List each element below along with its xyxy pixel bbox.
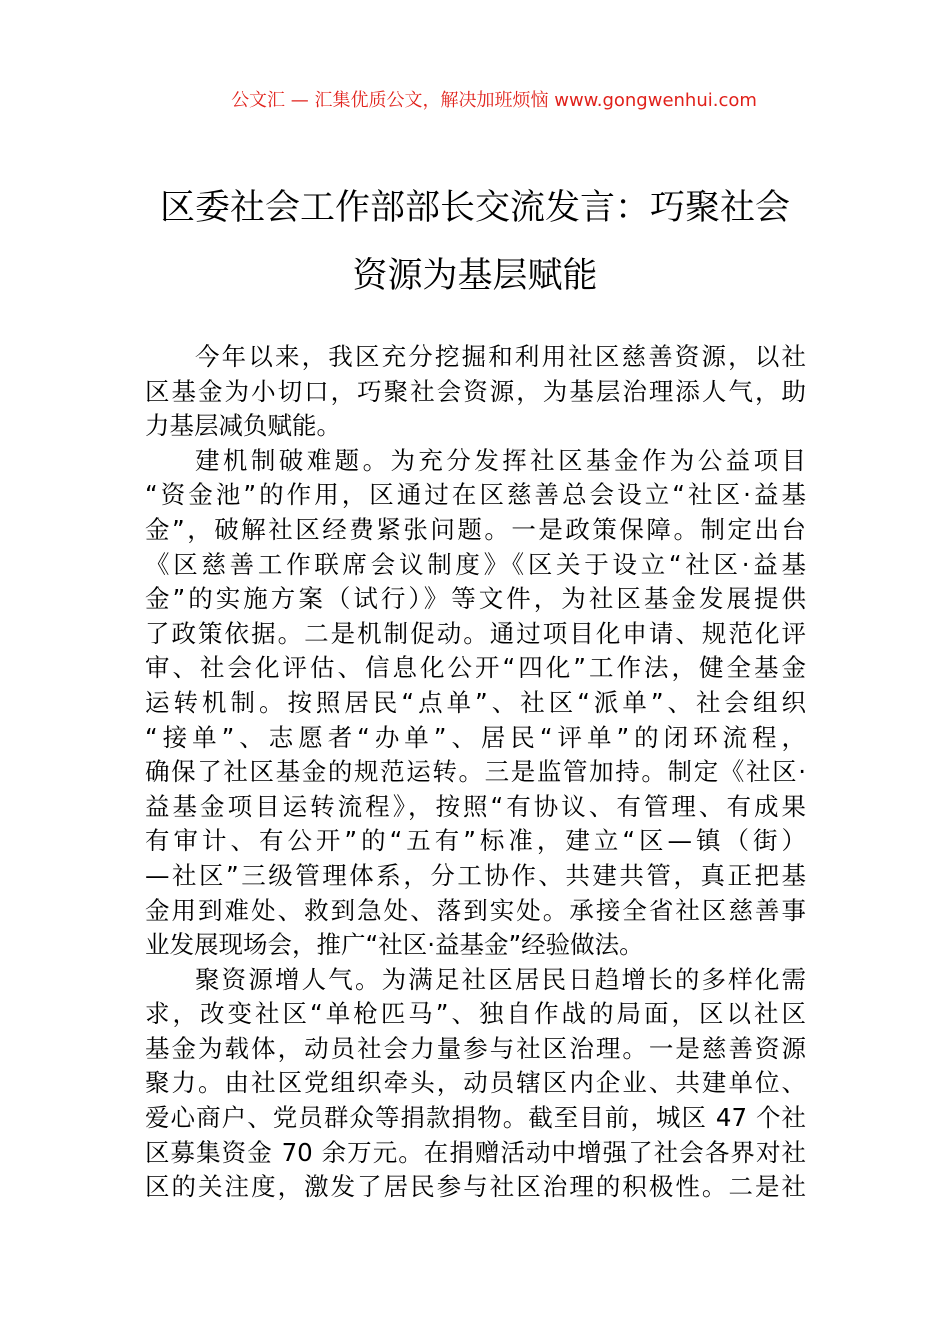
- paragraph-line: 益基金项目运转流程》，按照“有协议、有管理、有成果: [145, 791, 806, 821]
- paragraph-line: 力基层减负赋能。: [145, 411, 341, 441]
- paragraph: [145, 444, 806, 963]
- paragraph-line: 今年以来，我区充分挖掘和利用社区慈善资源，以社: [195, 342, 806, 371]
- paragraph-line: “资金池”的作用，区通过在区慈善总会设立“社区·益基: [145, 480, 806, 510]
- paragraph-line: 金”，破解社区经费紧张问题。一是政策保障。制定出台: [145, 514, 806, 544]
- paragraph: [145, 963, 806, 1205]
- paragraph-line: —社区”三级管理体系，分工协作、共建共管，真正把基: [145, 860, 806, 890]
- paragraph-line: 金用到难处、救到急处、落到实处。承接全省社区慈善事: [145, 895, 806, 925]
- paragraph-line: 了政策依据。二是机制促动。通过项目化申请、规范化评: [145, 618, 806, 648]
- paragraph-line: 《区慈善工作联席会议制度》《区关于设立“社区·益基: [145, 549, 806, 579]
- paragraph-line: “接单”、志愿者“办单”、居民“评单”的闭环流程，: [145, 722, 806, 752]
- paragraph-line: 区基金为小切口，巧聚社会资源，为基层治理添人气，助: [145, 376, 806, 406]
- paragraph-line: 建机制破难题。为充分发挥社区基金作为公益项目: [195, 445, 806, 475]
- paragraph-line: 基金为载体，动员社会力量参与社区治理。一是慈善资源: [145, 1033, 806, 1063]
- document-title-line-1: 区委社会工作部部长交流发言：巧聚社会: [159, 188, 790, 228]
- paragraph: [145, 340, 806, 444]
- paragraph-line: 业发展现场会，推广“社区·益基金”经验做法。: [145, 930, 644, 960]
- document-body: [145, 340, 806, 1205]
- document-title-line-2: 资源为基层赋能: [352, 256, 598, 296]
- paragraph-line: 有审计、有公开”的“五有”标准，建立“区—镇（街）: [145, 826, 806, 856]
- site-header-banner: 公文汇 — 汇集优质公文，解决加班烦恼 www.gongwenhui.com: [231, 90, 757, 111]
- paragraph-line: 运转机制。按照居民“点单”、社区“派单”、社会组织: [145, 687, 806, 717]
- paragraph-line: 审、社会化评估、信息化公开“四化”工作法，健全基金: [145, 653, 806, 683]
- paragraph-line: 区募集资金 70 余万元。在捐赠活动中增强了社会各界对社: [145, 1137, 806, 1167]
- paragraph-line: 求，改变社区“单枪匹马”、独自作战的局面，区以社区: [145, 999, 806, 1029]
- paragraph-line: 区的关注度，激发了居民参与社区治理的积极性。二是社: [145, 1172, 806, 1202]
- paragraph-line: 确保了社区基金的规范运转。三是监管加持。制定《社区·: [145, 757, 806, 787]
- paragraph-line: 爱心商户、党员群众等捐款捐物。截至目前，城区 47 个社: [145, 1103, 806, 1133]
- paragraph-line: 聚资源增人气。为满足社区居民日趋增长的多样化需: [195, 964, 806, 994]
- paragraph-line: 金”的实施方案（试行）》等文件，为社区基金发展提供: [145, 584, 806, 614]
- paragraph-line: 聚力。由社区党组织牵头，动员辖区内企业、共建单位、: [145, 1068, 806, 1098]
